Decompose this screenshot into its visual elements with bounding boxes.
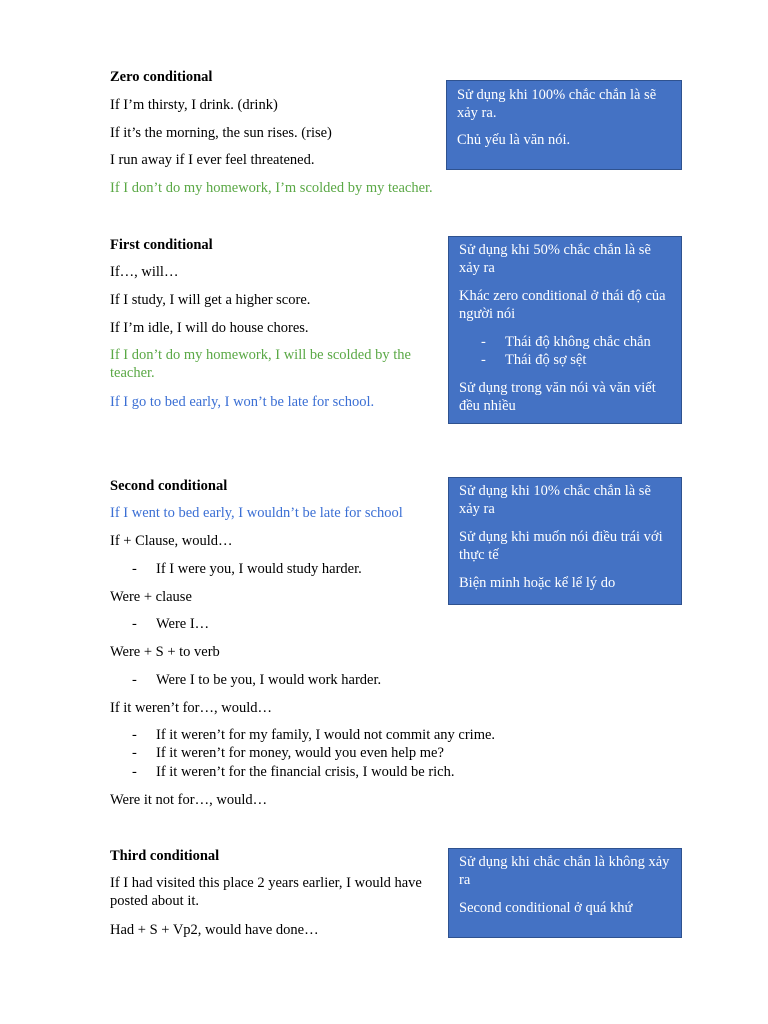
second-note-3: Biện minh hoặc kể lể lý do [459, 575, 616, 591]
bullet-dash: - [132, 672, 137, 688]
first-line-1: If…, will… [110, 264, 179, 280]
first-note-bullet-2: Thái độ sợ sệt [505, 352, 587, 368]
first-line-4: If I don’t do my homework, I will be scolded by the teacher. [110, 347, 411, 381]
bullet-dash: - [132, 764, 137, 780]
second-line-6: Were it not for…, would… [110, 792, 268, 808]
zero-line-4: If I don’t do my homework, I’m scolded by my teacher. [110, 180, 433, 196]
third-line-2: Had + S + Vp2, would have done… [110, 922, 319, 938]
zero-note-box [446, 80, 682, 170]
second-line-3: Were + clause [110, 589, 192, 605]
first-note-3: Sử dụng trong văn nói và văn viết đều nhiều [459, 380, 656, 414]
second-note-box [448, 477, 682, 605]
first-note-bullet-1: Thái độ không chắc chắn [505, 334, 651, 350]
bullet-text: If it weren’t for money, would you even help me? [156, 745, 444, 761]
first-note-bullet-dash-1: - [481, 334, 486, 350]
third-line-1: If I had visited this place 2 years earlier, I would have posted about it. [110, 875, 422, 909]
bullet-text: Were I to be you, I would work harder. [156, 672, 382, 688]
zero-note-2: Chủ yếu là văn nói. [457, 132, 571, 148]
first-note-2: Khác zero conditional ở thái độ của người nói [459, 288, 666, 322]
third-heading: Third conditional [110, 848, 220, 864]
zero-heading: Zero conditional [110, 69, 213, 85]
third-note-box [448, 848, 682, 938]
zero-note-1: Sử dụng khi 100% chắc chắn là sẽ xảy ra. [457, 87, 657, 121]
bullet-text: Were I… [156, 616, 210, 632]
zero-line-2: If it’s the morning, the sun rises. (rise) [110, 125, 332, 141]
bullet-dash: - [132, 727, 137, 743]
zero-line-3: I run away if I ever feel threatened. [110, 152, 315, 168]
first-note-1: Sử dụng khi 50% chắc chắn là sẽ xảy ra [459, 242, 651, 276]
bullet-dash: - [132, 616, 137, 632]
second-heading: Second conditional [110, 478, 228, 494]
bullet-text: If it weren’t for my family, I would not commit any crime. [156, 727, 496, 743]
second-line-5: If it weren’t for…, would… [110, 700, 273, 716]
first-line-3: If I’m idle, I will do house chores. [110, 320, 309, 336]
first-note-bullet-dash-2: - [481, 352, 486, 368]
first-note-box [448, 236, 682, 424]
third-note-1: Sử dụng khi chắc chắn là không xảy ra [459, 854, 670, 888]
second-note-2: Sử dụng khi muốn nói điều trái với thực tế [459, 529, 663, 563]
first-line-5: If I go to bed early, I won’t be late for school. [110, 394, 375, 410]
second-line-1: If I went to bed early, I wouldn’t be late for school [110, 505, 403, 521]
bullet-text: If it weren’t for the financial crisis, I would be rich. [156, 764, 455, 780]
bullet-dash: - [132, 745, 137, 761]
second-note-1: Sử dụng khi 10% chắc chắn là sẽ xảy ra [459, 483, 651, 517]
zero-line-1: If I’m thirsty, I drink. (drink) [110, 97, 278, 113]
bullet-text: If I were you, I would study harder. [156, 561, 362, 577]
second-line-2: If + Clause, would… [110, 533, 233, 549]
second-line-4: Were + S + to verb [110, 644, 220, 660]
first-line-2: If I study, I will get a higher score. [110, 292, 311, 308]
third-note-2: Second conditional ở quá khứ [459, 900, 633, 916]
bullet-dash: - [132, 561, 137, 577]
first-heading: First conditional [110, 237, 213, 253]
